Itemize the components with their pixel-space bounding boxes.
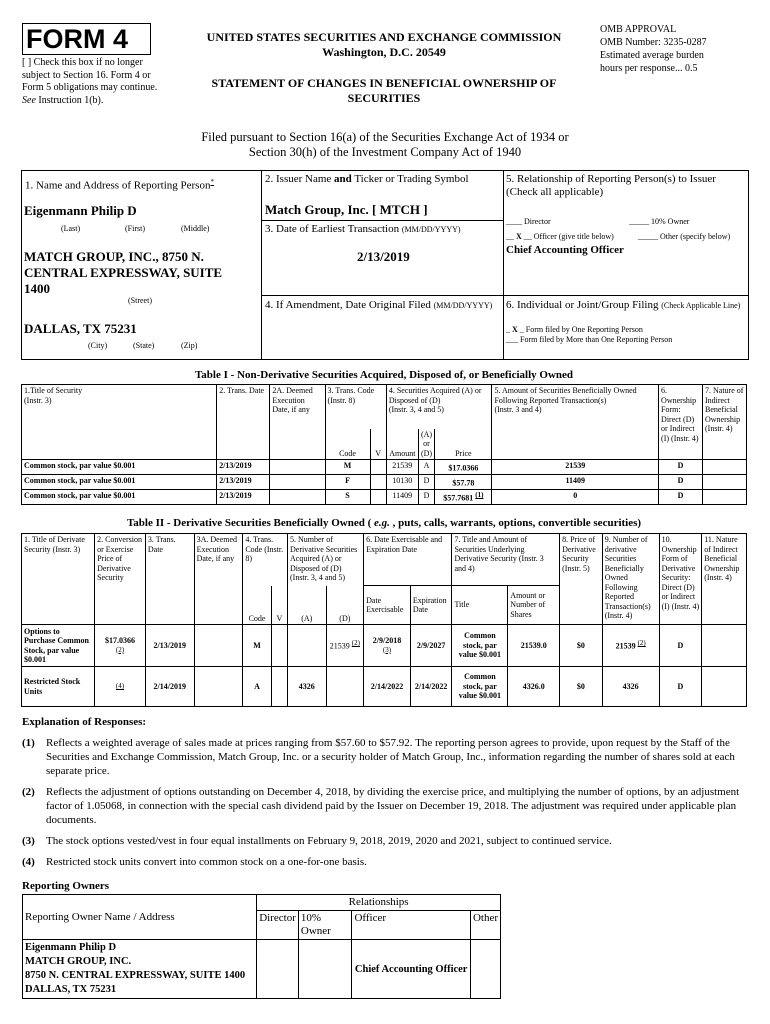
filed-line-2: Section 30(h) of the Investment Company Act of 1940 bbox=[248, 145, 522, 159]
t1-cell-owned: 21539 bbox=[492, 460, 659, 475]
state-label: (State) bbox=[133, 341, 155, 350]
t1-cell-title: Common stock, par value $0.001 bbox=[22, 490, 217, 505]
t1-cell-deemed bbox=[270, 490, 325, 505]
filing-one-person[interactable]: _ X _ Form filed by One Reporting Person bbox=[506, 325, 643, 334]
t2-sub-a: (A) bbox=[287, 586, 326, 625]
omb-line-1: OMB APPROVAL bbox=[600, 24, 677, 35]
form-title-box bbox=[22, 23, 151, 55]
t1-cell-title: Common stock, par value $0.001 bbox=[22, 460, 217, 475]
issuer-name: Match Group, Inc. [ MTCH ] bbox=[265, 202, 428, 217]
list-item: (1) Reflects a weighted average of sales made at prices ranging from $57.60 to $57.92. The reporting person agrees to provide, upon request by the Staff of the Securities and Exchange Commission, Match Group, Inc. or a security holder of Match Group, Inc., information regarding the number of shares sold at each separate price. bbox=[22, 737, 735, 777]
t1-cell-deemed bbox=[270, 460, 325, 475]
t1-header-owned: 5. Amount of Securities Beneficially Owned Following Reported Transaction(s) (Instr. 3 and 4) bbox=[492, 385, 659, 460]
filing-more-persons[interactable]: ___ Form filed by More than One Reporting Person bbox=[506, 335, 673, 344]
owner-other bbox=[470, 940, 500, 999]
t2-cell-code: A bbox=[243, 667, 271, 707]
name-first-label: (First) bbox=[125, 224, 145, 233]
t1-cell-ad: D bbox=[418, 490, 434, 505]
box3-label: 3. Date of Earliest Transaction (MM/DD/YYYY) bbox=[265, 223, 461, 235]
t2-sub-amount: Amount or Number of Shares bbox=[508, 586, 560, 625]
rel-director[interactable]: ____ Director bbox=[506, 217, 551, 226]
footnote-ref-2[interactable]: (2) bbox=[351, 639, 360, 648]
check-box-text: [ ] Check this box if no longer subject to Section 16. Form 4 or Form 5 obligations may continue. bbox=[22, 57, 158, 93]
t1-cell-amount: 21539 bbox=[386, 460, 418, 475]
t2-cell-price: $0 bbox=[560, 667, 603, 707]
t2-cell-a bbox=[287, 625, 326, 667]
t2-cell-title: Restricted Stock Units bbox=[22, 667, 95, 707]
t1-cell-date: 2/13/2019 bbox=[217, 490, 270, 505]
t2-sub-v: V bbox=[271, 586, 287, 625]
owners-col-officer: Officer bbox=[352, 911, 471, 940]
t2-header-conversion: 2. Conversion or Exercise Price of Derivative Security bbox=[95, 534, 146, 625]
t1-cell-price: $17.0366 bbox=[435, 460, 492, 475]
t1-sub-amount: Amount bbox=[386, 429, 418, 460]
t1-header-title: 1.Title of Security (Instr. 3) bbox=[22, 385, 217, 460]
t1-cell-amount: 11409 bbox=[386, 490, 418, 505]
box1-label: 1. Name and Address of Reporting Person* bbox=[25, 178, 214, 192]
footnote-ref-3[interactable]: (3) bbox=[382, 645, 392, 654]
owner-director bbox=[257, 940, 299, 999]
owners-heading: Reporting Owners bbox=[22, 880, 110, 892]
t2-header-date: 3. Trans. Date bbox=[145, 534, 194, 625]
t1-sub-v: V bbox=[370, 429, 386, 460]
table-row bbox=[22, 490, 747, 505]
t1-header-deemed: 2A. Deemed Execution Date, if any bbox=[270, 385, 325, 460]
name-middle-label: (Middle) bbox=[181, 224, 210, 233]
t1-cell-form: D bbox=[659, 460, 703, 475]
t2-cell-exercisable: 2/9/2018 (3) bbox=[364, 625, 411, 667]
table-row bbox=[22, 625, 747, 667]
t2-cell-underlying-amount: 4326.0 bbox=[508, 667, 560, 707]
t1-cell-date: 2/13/2019 bbox=[217, 475, 270, 490]
t1-header-nature: 7. Nature of Indirect Beneficial Ownership (Instr. 4) bbox=[702, 385, 746, 460]
reporter-city-line: DALLAS, TX 75231 bbox=[24, 321, 137, 336]
t1-cell-form: D bbox=[659, 475, 703, 490]
t1-cell-price: $57.78 bbox=[435, 475, 492, 490]
city-label: (City) bbox=[88, 341, 108, 350]
t2-cell-underlying-title: Common stock, par value $0.001 bbox=[452, 667, 508, 707]
t1-cell-code: F bbox=[325, 475, 370, 490]
name-last-label: (Last) bbox=[61, 224, 81, 233]
divider bbox=[503, 171, 504, 359]
table-row bbox=[22, 475, 747, 490]
t2-cell-conversion bbox=[95, 667, 146, 707]
t2-cell-underlying-amount: 21539.0 bbox=[508, 625, 560, 667]
t1-cell-price: $57.7681 $^{(1)}$ bbox=[435, 490, 492, 505]
t2-header-number: 5. Number of Derivative Securities Acquired (A) or Disposed of (D) (Instr. 3, 4 and 5) bbox=[287, 534, 363, 586]
omb-line-4: hours per response... 0.5 bbox=[600, 63, 698, 74]
box5-label: 5. Relationship of Reporting Person(s) to Issuer (Check all applicable) bbox=[506, 173, 716, 198]
t2-header-exercisable: 6. Date Exercisable and Expiration Date bbox=[364, 534, 452, 586]
t2-cell-date: 2/14/2019 bbox=[145, 667, 194, 707]
t2-header-nature: 11. Nature of Indirect Beneficial Ownership (Instr. 4) bbox=[702, 534, 747, 625]
t2-cell-deemed bbox=[194, 667, 243, 707]
t1-cell-v bbox=[370, 460, 386, 475]
box6-label: 6. Individual or Joint/Group Filing (Check Applicable Line) bbox=[506, 299, 741, 311]
table1-title: Table I - Non-Derivative Securities Acquired, Disposed of, or Beneficially Owned bbox=[194, 369, 574, 381]
t1-cell-nature bbox=[702, 490, 746, 505]
t1-header-acquired: 4. Securities Acquired (A) or Disposed of (D) (Instr. 3, 4 and 5) bbox=[386, 385, 492, 429]
t1-cell-amount: 10130 bbox=[386, 475, 418, 490]
see-prefix: See bbox=[22, 94, 36, 106]
t2-cell-owned: 21539 $^{(2)}$ bbox=[602, 625, 659, 667]
t2-cell-underlying-title: Common stock, par value $0.001 bbox=[452, 625, 508, 667]
footnote-ref-1[interactable]: (1) bbox=[475, 491, 484, 500]
t1-header-form: 6. Ownership Form: Direct (D) or Indirect (I) (Instr. 4) bbox=[659, 385, 703, 460]
t2-cell-form: D bbox=[659, 625, 702, 667]
owners-col-director: Director bbox=[257, 911, 299, 940]
t2-cell-deemed bbox=[194, 625, 243, 667]
t1-cell-nature bbox=[702, 460, 746, 475]
agency-name: UNITED STATES SECURITIES AND EXCHANGE COMMISSION bbox=[206, 30, 562, 44]
list-item: (4) Restricted stock units convert into common stock on a one-for-one basis. bbox=[22, 856, 367, 868]
table2 bbox=[21, 533, 747, 707]
t1-cell-v bbox=[370, 490, 386, 505]
agency-location: Washington, D.C. 20549 bbox=[322, 45, 446, 59]
reporter-name: Eigenmann Philip D bbox=[24, 203, 137, 218]
t1-sub-price: Price bbox=[435, 429, 492, 460]
officer-title: Chief Accounting Officer bbox=[506, 244, 624, 256]
table2-title: Table II - Derivative Securities Beneficially Owned ( e.g. , puts, calls, warrants, options, convertible securities) bbox=[126, 517, 642, 529]
owners-col-ten: 10% Owner bbox=[298, 911, 352, 940]
owner-officer: Chief Accounting Officer bbox=[352, 940, 471, 999]
filed-pursuant bbox=[100, 130, 670, 160]
table-row bbox=[23, 940, 501, 999]
owner-ten bbox=[298, 940, 352, 999]
t2-cell-a: 4326 bbox=[287, 667, 326, 707]
owners-relationships: Relationships bbox=[257, 895, 501, 911]
t1-header-code: 3. Trans. Code (Instr. 8) bbox=[325, 385, 386, 429]
owner-name-address: Eigenmann Philip D MATCH GROUP, INC. 8750 N. CENTRAL EXPRESSWAY, SUITE 1400 DALLAS, TX 75231 bbox=[23, 940, 257, 999]
box2-label: 2. Issuer Name and Ticker or Trading Symbol bbox=[265, 173, 469, 185]
list-item: (3) The stock options vested/vest in four equal installments on February 9, 2018, 2019, 2020 and 2021, subject to continued service. bbox=[22, 835, 612, 847]
box4-label: 4. If Amendment, Date Original Filed (MM/DD/YYYY) bbox=[265, 299, 493, 311]
t2-cell-v bbox=[271, 667, 287, 707]
t2-cell-code: M bbox=[243, 625, 271, 667]
owners-col-other: Other bbox=[470, 911, 500, 940]
t1-cell-form: D bbox=[659, 490, 703, 505]
table-row bbox=[22, 460, 747, 475]
zip-label: (Zip) bbox=[181, 341, 198, 350]
t1-cell-nature bbox=[702, 475, 746, 490]
t1-cell-code: S bbox=[325, 490, 370, 505]
t1-cell-v bbox=[370, 475, 386, 490]
t2-header-title: 1. Title of Derivate Security (Instr. 3) bbox=[22, 534, 95, 625]
table-row bbox=[22, 667, 747, 707]
rel-officer[interactable]: __ X __ Officer (give title below) bbox=[506, 232, 614, 241]
t1-cell-date: 2/13/2019 bbox=[217, 460, 270, 475]
rel-ten-percent-owner[interactable]: _____ 10% Owner bbox=[629, 217, 690, 226]
see-rest: Instruction 1(b). bbox=[35, 94, 104, 106]
t1-cell-title: Common stock, par value $0.001 bbox=[22, 475, 217, 490]
t1-cell-owned: 11409 bbox=[492, 475, 659, 490]
omb-box bbox=[600, 23, 750, 75]
t2-cell-nature bbox=[702, 667, 747, 707]
footnote-ref-4[interactable]: (4) bbox=[115, 682, 125, 691]
omb-line-2: OMB Number: 3235-0287 bbox=[600, 37, 707, 48]
list-item: (2) Reflects the adjustment of options outstanding on December 4, 2018, by dividing the exercise price, and multiplying the number of options, by an adjustment factor of 1.05068, in connection with the special cash dividend paid by the Issuer on December 19, 2018. The adjustment was required under applicable plan documents. bbox=[22, 786, 740, 826]
t1-cell-deemed bbox=[270, 475, 325, 490]
explanation-list bbox=[22, 736, 744, 869]
t2-cell-owned: 4326 bbox=[602, 667, 659, 707]
explanation-heading: Explanation of Responses: bbox=[22, 716, 147, 728]
footnote-ref-2[interactable]: (2) bbox=[637, 639, 646, 648]
t2-sub-title: Title bbox=[452, 586, 508, 625]
t2-cell-d: 21539 $^{(2)}$ bbox=[326, 625, 364, 667]
t1-header-date: 2. Trans. Date bbox=[217, 385, 270, 460]
earliest-date: 2/13/2019 bbox=[357, 249, 410, 264]
t2-header-owned: 9. Number of derivative Securities Beneficially Owned Following Reported Transaction(s) (Instr. 4) bbox=[602, 534, 659, 625]
t2-sub-expiration: Expiration Date bbox=[410, 586, 452, 625]
t2-sub-exercisable: Date Exercisable bbox=[364, 586, 411, 625]
t2-cell-date: 2/13/2019 bbox=[145, 625, 194, 667]
t2-cell-expiration: 2/9/2027 bbox=[410, 625, 452, 667]
reporter-address: MATCH GROUP, INC., 8750 N. CENTRAL EXPRESSWAY, SUITE 1400 bbox=[24, 249, 223, 296]
t2-cell-expiration: 2/14/2022 bbox=[410, 667, 452, 707]
t1-cell-owned: 0 bbox=[492, 490, 659, 505]
omb-line-3: Estimated average burden bbox=[600, 50, 704, 61]
divider bbox=[262, 295, 748, 296]
reporting-grid bbox=[21, 170, 749, 360]
t1-sub-ad: (A) or (D) bbox=[418, 429, 434, 460]
t1-cell-ad: D bbox=[418, 475, 434, 490]
divider bbox=[261, 171, 262, 359]
form-title: FORM 4 bbox=[26, 24, 129, 54]
t2-header-deemed: 3A. Deemed Execution Date, if any bbox=[194, 534, 243, 625]
statement-title: STATEMENT OF CHANGES IN BENEFICIAL OWNERSHIP OF SECURITIES bbox=[211, 76, 557, 105]
t1-cell-ad: A bbox=[418, 460, 434, 475]
filed-line-1: Filed pursuant to Section 16(a) of the Securities Exchange Act of 1934 or bbox=[201, 130, 569, 144]
t1-cell-code: M bbox=[325, 460, 370, 475]
t2-cell-nature bbox=[702, 625, 747, 667]
t2-cell-title: Options to Purchase Common Stock, par value $0.001 bbox=[22, 625, 95, 667]
footnote-ref-2[interactable]: (2) bbox=[115, 645, 125, 654]
owners-table bbox=[22, 894, 501, 999]
t2-cell-exercisable: 2/14/2022 bbox=[364, 667, 411, 707]
t2-cell-price: $0 bbox=[560, 625, 603, 667]
rel-other[interactable]: _____ Other (specify below) bbox=[638, 232, 731, 241]
t2-sub-d: (D) bbox=[326, 586, 364, 625]
t2-header-form: 10. Ownership Form of Derivative Security: Direct (D) or Indirect (I) (Instr. 4) bbox=[659, 534, 702, 625]
t2-header-price: 8. Price of Derivative Security (Instr. 5) bbox=[560, 534, 603, 625]
t2-cell-v bbox=[271, 625, 287, 667]
t2-header-underlying: 7. Title and Amount of Securities Underlying Derivative Security (Instr. 3 and 4) bbox=[452, 534, 560, 586]
t2-cell-conversion: $17.0366 (2) bbox=[95, 625, 146, 667]
t2-cell-form: D bbox=[659, 667, 702, 707]
table1 bbox=[21, 384, 747, 505]
street-label: (Street) bbox=[128, 296, 152, 305]
check-box-notice[interactable] bbox=[22, 57, 172, 107]
t2-sub-code: Code bbox=[243, 586, 271, 625]
divider bbox=[262, 220, 503, 221]
t2-cell-d bbox=[326, 667, 364, 707]
t1-sub-code: Code bbox=[325, 429, 370, 460]
t2-header-code: 4. Trans. Code (Instr. 8) bbox=[243, 534, 288, 586]
owners-col-name: Reporting Owner Name / Address bbox=[23, 895, 257, 940]
